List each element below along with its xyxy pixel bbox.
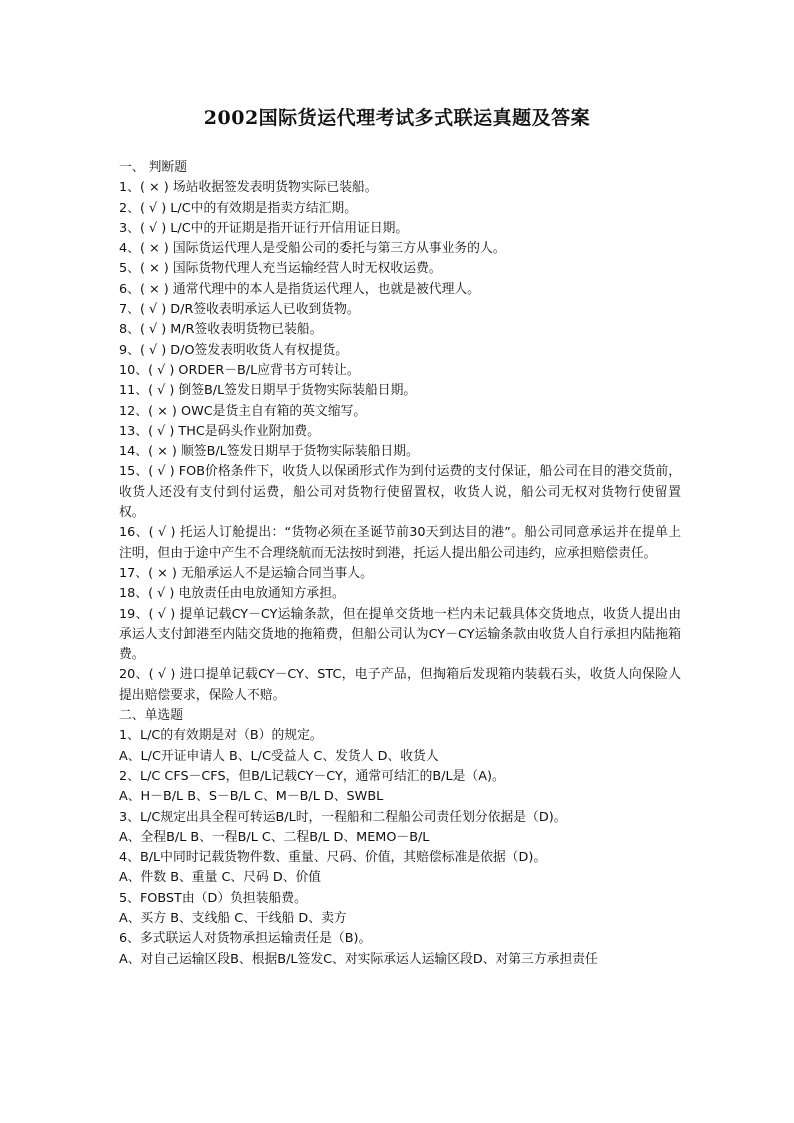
single-options-3: A、全程B/L B、一程B/L C、二程B/L D、MEMO－B/L [119,829,430,845]
judge-item-7: 7、( √ ) D/R签收表明承运人已收到货物。 [119,302,360,318]
single-options-4: A、件数 B、重量 C、尺码 D、价值 [119,870,322,886]
single-question-4: 4、B/L中同时记载货物件数、重量、尺码、价值，其赔偿标准是依据（D)。 [119,850,547,866]
judge-item-5: 5、( × ) 国际货物代理人充当运输经营人时无权收运费。 [119,261,442,277]
judge-item-8: 8、( √ ) M/R签收表明货物已装船。 [119,322,323,338]
judge-item-19: 19、( √ ) 提单记载CY－CY运输条款，但在提单交货地一栏内未记载具体交货地点，收货人提出由承运人支付卸港至内陆交货地的拖箱费，但船公司认为CY－CY运输条款由收货人自行承担内陆拖箱费。 [119,606,681,663]
single-options-1: A、L/C开证申请人 B、L/C受益人 C、发货人 D、收货人 [119,748,439,764]
judge-item-18: 18、( √ ) 电放责任由电放通知方承担。 [119,586,345,602]
page-title: 2002国际货运代理考试多式联运真题及答案 [203,107,591,129]
judge-item-4: 4、( × ) 国际货运代理人是受船公司的委托与第三方从事业务的人。 [119,241,506,257]
single-question-6: 6、多式联运人对货物承担运输责任是（B)。 [119,931,372,947]
section-heading-judge: 一、 判断题 [119,160,188,175]
judge-item-17: 17、( × ) 无船承运人不是运输合同当事人。 [119,565,373,581]
single-question-5: 5、FOBST由（D）负担装船费。 [119,890,307,906]
judge-item-12: 12、( × ) OWC是货主自有箱的英文缩写。 [119,403,367,419]
document-body [119,158,681,970]
judge-item-9: 9、( √ ) D/O签发表明收货人有权提货。 [119,342,349,358]
section-heading-single: 二、单选题 [119,708,183,724]
judge-item-16: 16、( √ ) 托运人订舱提出：“货物必须在圣诞节前30天到达目的港”。船公司同意承运并在提单上注明，但由于途中产生不合理绕航而无法按时到港，托运人提出船公司违约，应承担赔偿责任。 [119,525,681,561]
judge-item-11: 11、( √ ) 倒签B/L签发日期早于货物实际装船日期。 [119,383,417,399]
judge-item-15: 15、( √ ) FOB价格条件下，收货人以保函形式作为到付运费的支付保证，船公司在目的港交货前，收货人还没有支付到付运费，船公司对货物行使留置权，收货人说，船公司无权对货物行使留置权。 [119,464,681,521]
single-options-2: A、H－B/L B、S－B/L C、M－B/L D、SWBL [119,789,384,805]
single-question-2: 2、L/C CFS－CFS，但B/L记载CY－CY，通常可结汇的B/L是（A)。 [119,768,505,784]
judge-item-20: 20、( √ ) 进口提单记载CY－CY、STC，电子产品，但掏箱后发现箱内装载石头，收货人向保险人提出赔偿要求，保险人不赔。 [119,667,681,703]
judge-item-13: 13、( √ ) THC是码头作业附加费。 [119,423,320,439]
judge-item-14: 14、( × ) 顺签B/L签发日期早于货物实际装船日期。 [119,444,419,460]
single-question-3: 3、L/C规定出具全程可转运B/L时，一程船和二程船公司责任划分依据是（D)。 [119,809,567,825]
judge-item-2: 2、( √ ) L/C中的有效期是指卖方结汇期。 [119,200,358,216]
single-options-5: A、买方 B、支线船 C、干线船 D、卖方 [119,910,347,926]
judge-item-10: 10、( √ ) ORDER－B/L应背书方可转让。 [119,362,360,378]
judge-item-6: 6、( × ) 通常代理中的本人是指货运代理人，也就是被代理人。 [119,281,480,297]
single-options-6: A、对自己运输区段B、根据B/L签发C、对实际承运人运输区段D、对第三方承担责任 [119,951,598,967]
judge-item-3: 3、( √ ) L/C中的开证期是指开证行开信用证日期。 [119,220,409,236]
single-question-1: 1、L/C的有效期是对（B）的规定。 [119,728,323,744]
judge-item-1: 1、( × ) 场站收据签发表明货物实际已装船。 [119,180,378,196]
